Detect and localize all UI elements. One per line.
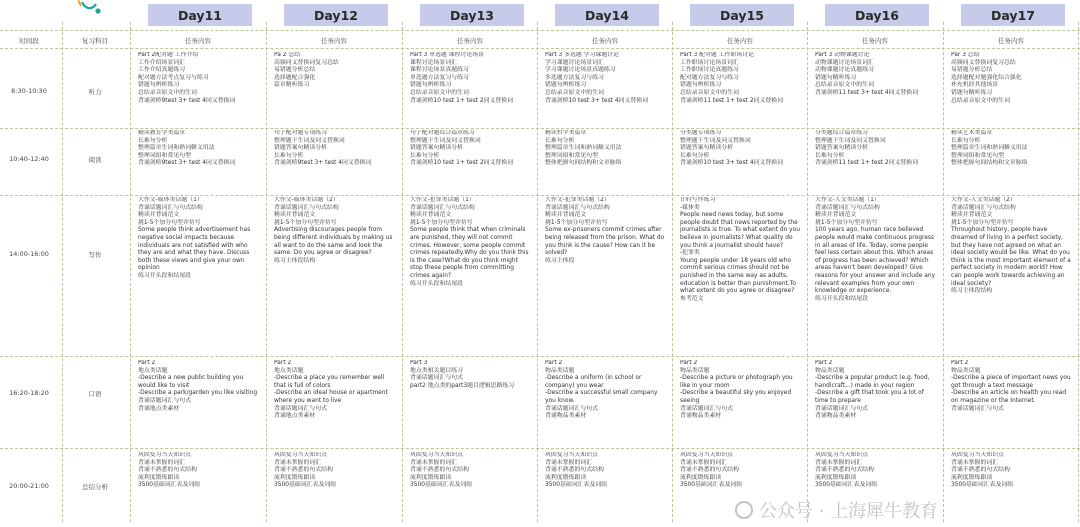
- task-column-header: 任务内容: [592, 37, 618, 45]
- task-cell: Part 2 物品类话题 -Describe a uniform (in school or company) you wear -Describe a successful small company you know. 背诵话题词汇与句式 背诵物品类素材: [545, 360, 658, 420]
- task-cell: 巩固复习当天知识点 背诵未掌握的词汇 背诵不熟悉的句式结构 流利度锻炼跟读 3500基础词汇表及词组: [815, 452, 878, 489]
- day-header: Day16: [825, 4, 929, 26]
- task-cell: 计时写作练习 -媒体类 People need news today, but some people doubt that news reported by the journalists is true. To what extent do you believe in journalists? What quality do you think a journalist should have? -犯罪类 Young people under 18 years old who commit serious crimes should not be punished in the same way as adults, education is better than punishment.To what extent do you agree or disagree? 参考范文: [680, 197, 800, 302]
- time-column-header: 时间段: [19, 37, 39, 45]
- task-column-header: 任务内容: [321, 37, 347, 45]
- column-divider: [807, 22, 808, 522]
- task-cell: 精读教育学类篇章 长难句分析 整理篇章生词和熟词僻义用法 整理词组和常见句型 背诵剑桥9test 3+ test 4同义替换词: [138, 130, 236, 167]
- row-divider: [0, 48, 1080, 49]
- subject-label: 总结分析: [82, 483, 108, 491]
- watermark-text: 公众号 · 上海犀牛教育: [759, 501, 939, 522]
- row-divider: [0, 30, 1080, 31]
- subject-label: 口语: [88, 390, 102, 398]
- column-divider: [266, 22, 267, 522]
- task-cell: Part 3 多选题 学习课题讨论 学习课题讨论场景词汇 学习课题讨论场景真题练习 多选题方法复习与练习 错题句辨析练习 总结录音原文中的生词 背诵剑桥10 test 3+ test 4同义替换词: [545, 52, 649, 104]
- day-header: Day14: [555, 4, 659, 26]
- task-cell: Part 3 配对题 工作职场讨论 工作职场讨论场景词汇 工作职场讨论真题练习 配对题方法复习与练习 错题句辨析练习 总结录音原文中的生词 背诵剑桥11 test 1+ test 2同义替换词: [680, 52, 784, 104]
- subject-label: 阅读: [88, 156, 102, 164]
- column-divider: [1078, 22, 1079, 522]
- task-cell: 大作文-媒体类话题（1） 背诵话题词汇与句式结构 精读并背诵范文 挑1-5个加分句型并仿写 Some people think advertisement has negative social impacts because individuals are not satisfied with who they are and what they have. Discuss both these views and give your own opinion 练习开头段和结尾段: [138, 197, 251, 279]
- task-cell: Part 2配对题 工作介绍 工作介绍场景词汇 工作介绍真题练习 配对题方法考点复习与练习 错题句辨析练习 总结录音原文中的生词 背诵剑桥9test 3+ test 4同义替换词: [138, 52, 236, 104]
- task-cell: 巩固复习当天知识点 背诵未掌握的词汇 背诵不熟悉的句式结构 流利度锻炼跟读 3500基础词汇表及词组: [545, 452, 608, 489]
- time-slot-label: 8:30-10:30: [11, 87, 47, 95]
- column-divider: [537, 22, 538, 522]
- day-header: Day12: [284, 4, 388, 26]
- task-column-header: 任务内容: [998, 37, 1024, 45]
- decorative-leaf-icon: [78, 0, 106, 20]
- task-cell: 巩固复习当天知识点 背诵未掌握的词汇 背诵不熟悉的句式结构 流利度锻炼跟读 3500基础词汇表及词组: [680, 452, 743, 489]
- task-cell: 精读哲学类篇章 长难句分析 整理篇章生词和熟词僻义用法 整理词组和常见句型 整体把握句间结构和文章脉络: [545, 130, 622, 167]
- day-header: Day17: [961, 4, 1065, 26]
- column-divider: [62, 22, 63, 522]
- task-cell: 巩固复习当天知识点 背诵未掌握的词汇 背诵不熟悉的句式结构 流利度锻炼跟读 3500基础词汇表及词组: [951, 452, 1014, 489]
- day-header: Day11: [148, 4, 252, 26]
- wechat-icon: [735, 501, 753, 519]
- time-slot-label: 16:20-18:20: [9, 389, 49, 397]
- time-slot-label: 14:00-16:00: [9, 250, 49, 258]
- task-cell: 巩固复习当天知识点 背诵未掌握的词汇 背诵不熟悉的句式结构 流利度锻炼跟读 3500基础词汇表及词组: [410, 452, 473, 489]
- task-cell: Pa 2 总结 高频同义替换词复习总结 易错题分析总结 选择题配合强化 篇章精听练习: [274, 52, 339, 89]
- task-cell: Part 2 地点类话题 -Describe a place you remember well that is full of colors -Describe an ideal house or apartment where you want to live 背诵话题词汇与句式 背诵地点类素材: [274, 360, 388, 420]
- task-cell: 巩固复习当天知识点 背诵未掌握的词汇 背诵不熟悉的句式结构 流利度锻炼跟读 3500基础词汇表及词组: [274, 452, 337, 489]
- task-cell: 分类题综合篇章练习 整理题干生词及同义替换词 错题答案句精读分析 长难句分析 背诵剑桥11 test 1+ test 2同义替换词: [815, 130, 919, 167]
- time-slot-label: 10:40-12:40: [9, 155, 49, 163]
- task-cell: Par 3 总结 高频同义替换词复习总结 易错题分析总结 选择题配对题强化综合强化 补充机经其他场景 错题句精听练习 总结录音原文中的生词: [951, 52, 1022, 104]
- subject-label: 听力: [88, 88, 102, 96]
- task-cell: 大作文-人文类话题（1） 背诵话题词汇与句式结构 精读并背诵范文 挑1-5个加分句型并仿写 100 years ago, human race believed people would make continuous progress in all areas of life. Today, some people feel less certain about this. Which areas of progress has been achieved? Which areas haven't been developed? Give reasons for your answer and include any relevant examples from your own knowledge or experience. 练习开头段和结尾段: [815, 197, 936, 302]
- task-column-header: 任务内容: [727, 37, 753, 45]
- task-cell: 大作文-犯罪类话题（2） 背诵话题词汇与句式结构 精读并背诵范文 挑1-5个加分句型并仿写 Some ex-prisoners commit crimes after being released from the prison. What do you think is the cause? How can it be solved? 练习主体段: [545, 197, 665, 264]
- task-cell: Part 3 单选题 课程讨论场景 课程讨论场景词汇 课程讨论场景真题练习 单选题方法复习与练习 错题句辨析练习 总结录音原文中的生词 背诵剑桥10 test 1+ test 2同义替换词: [410, 52, 514, 104]
- column-divider: [943, 22, 944, 522]
- column-divider: [130, 22, 131, 522]
- day-header: Day15: [690, 4, 794, 26]
- task-cell: 大作文-犯罪类话题（1） 背诵话题词汇与句式结构 精读并背诵范文 挑1-5个加分句型并仿写 Some people think that when criminals are punished, they will not commit crimes. However, some people commit crimes repeatedly.Why do you think this is the case?What do you think might stop these people from committing crimes again? 练习开头段和结尾段: [410, 197, 529, 287]
- task-column-header: 任务内容: [185, 37, 211, 45]
- task-cell: Part 2 地点类话题 -Describe a new public building you would like to visit -Describe a park/garden you like visiting 背诵话题词汇与句式 背诵地点类素材: [138, 360, 258, 412]
- task-cell: Part 3 动物课题讨论 动物课题讨论场景词汇 动物课题讨论真题练习 错题句精听练习 总结录音原文中的生词 背诵剑桥11 test 3+ test 4同义替换词: [815, 52, 919, 96]
- task-cell: Part 3 地点类相关题目练习 背诵话题词汇与句式 part2 地点类的part3题目逻辑思路练习: [410, 360, 515, 389]
- subject-column-header: 复习科目: [82, 37, 108, 45]
- task-cell: Part 2 物品类话题 -Describe a popular product (e.g. food, handicraft...) made in your region -Describe a gift that took you a lot of time to prepare 背诵话题词汇与句式 背诵物品类素材: [815, 360, 930, 420]
- subject-label: 写作: [88, 251, 102, 259]
- task-column-header: 任务内容: [862, 37, 888, 45]
- column-divider: [402, 22, 403, 522]
- task-cell: Part 2 物品类话题 -Describe a piece of important news you got through a text message -Describe an article on health you read on magazine or the Internet. 背诵话题词汇与句式: [951, 360, 1071, 412]
- task-cell: 句子配对题综合篇章练习 整理题干生词及同义替换词 错题答案句精读分析 长难句分析 背诵剑桥10 test 1+ test 2同义替换词: [410, 130, 514, 167]
- column-divider: [672, 22, 673, 522]
- task-cell: Part 2 物品类话题 -Describe a picture or photograph you like in your room -Describe a beautiful sky you enjoyed seeing 背诵话题词汇与句式 背诵物品类素材: [680, 360, 793, 420]
- time-slot-label: 20:00-21:00: [9, 482, 49, 490]
- task-cell: 大作文-人文类话题（2） 背诵话题词汇与句式结构 精读并背诵范文 挑1-5个加分句型并仿写 Throughout history, people have dreamed of living in a perfect society, but they have not agreed on what an ideal society would be like. What do you think is the most important element of a perfect society in modern world? How can people work towards achieving an ideal society? 练习主体段结构: [951, 197, 1071, 295]
- row-divider: [0, 448, 1080, 449]
- task-column-header: 任务内容: [457, 37, 483, 45]
- row-divider: [0, 128, 1080, 129]
- row-divider: [0, 195, 1080, 196]
- watermark: [735, 497, 938, 523]
- task-cell: 精读艺术类篇章 长难句分析 整理篇章生词和熟词僻义用法 整理词组和常见句型 整体把握句间结构和文章脉络: [951, 130, 1028, 167]
- task-cell: 巩固复习当天知识点 背诵未掌握的词汇 背诵不熟悉的句式结构 流利度锻炼跟读 3500基础词汇表及词组: [138, 452, 201, 489]
- task-cell: 大作文-媒体类话题（2） 背诵话题词汇与句式结构 精读并背诵范文 挑1-5个加分句型并仿写 Advertising discourages people from being different individuals by making us all want to do the same and look the same. Do you agree or disagree? 练习主体段结构: [274, 197, 393, 264]
- task-cell: 分类题专项练习 整理题干生词及同义替换词 错题答案句精读分析 长难句分析 背诵剑桥10 test 3+ test 4同义替换词: [680, 130, 784, 167]
- task-cell: 句子配对题专项练习 整理题干生词及同义替换词 错题答案句精读分析 长难句分析 背诵剑桥9test 3+ test 4同义替换词: [274, 130, 372, 167]
- row-divider: [0, 356, 1080, 357]
- day-header: Day13: [420, 4, 524, 26]
